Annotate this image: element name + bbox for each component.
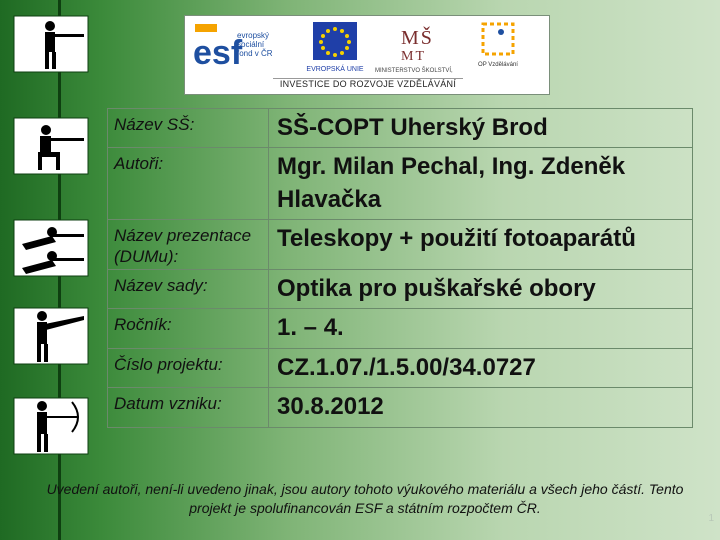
page-number: 1: [708, 513, 714, 524]
info-row: [108, 109, 693, 148]
info-label: Číslo projektu:: [108, 348, 269, 387]
info-row: [108, 388, 693, 427]
info-row: [108, 269, 693, 308]
info-value: Optika pro puškařské obory: [269, 269, 693, 308]
logos-svg: [185, 16, 549, 78]
esf-logo-text: esf: [193, 34, 243, 72]
footer-note: Uvedení autoři, není-li uvedeno jinak, jsou autory tohoto výukového materiálu a všech jeho částí. Tento projekt je spolufinancován ESF a státním rozpočtem ČR.: [46, 481, 684, 516]
info-value: SŠ-COPT Uherský Brod: [269, 109, 693, 148]
info-label: Datum vzniku:: [108, 388, 269, 427]
info-value: 30.8.2012: [269, 388, 693, 427]
shooter-kneeling-icon: [12, 116, 90, 176]
svg-text:MINISTERSTVO ŠKOLSTVÍ,: MINISTERSTVO ŠKOLSTVÍ,: [375, 68, 453, 74]
funding-logo-bar: [184, 15, 550, 95]
archer-icon: [12, 396, 90, 456]
logo-caption: INVESTICE DO ROZVOJE VZDĚLÁVÁNÍ: [273, 78, 463, 89]
esf-logo: [191, 24, 273, 72]
info-label: Ročník:: [108, 309, 269, 348]
svg-text:MT: MT: [401, 49, 426, 64]
info-label: Název SŠ:: [108, 109, 269, 148]
info-value: Mgr. Milan Pechal, Ing. Zdeněk Hlavačka: [269, 148, 693, 220]
info-value: Teleskopy + použití fotoaparátů: [269, 220, 693, 270]
svg-text:EVROPSKÁ UNIE: EVROPSKÁ UNIE: [306, 66, 364, 73]
op-vzdelavani-logo: [478, 24, 518, 68]
info-table: [107, 108, 693, 428]
shooters-prone-icon: [12, 218, 90, 278]
info-label: Název prezentace (DUMu):: [108, 220, 269, 270]
sidebar-decoration: [0, 0, 105, 540]
svg-text:MŠ: MŠ: [401, 27, 434, 49]
svg-text:sociální: sociální: [237, 40, 265, 49]
info-row: [108, 309, 693, 348]
msmt-logo: [375, 25, 453, 74]
shooter-standing-icon: [12, 14, 90, 74]
svg-text:evropský: evropský: [237, 31, 270, 40]
svg-text:fond v ČR: fond v ČR: [237, 49, 273, 58]
eu-flag-logo: [306, 22, 364, 73]
info-row: [108, 220, 693, 270]
info-value: CZ.1.07./1.5.00/34.0727: [269, 348, 693, 387]
info-label: Autoři:: [108, 148, 269, 220]
svg-text:OP Vzdělávání: OP Vzdělávání: [478, 62, 518, 68]
pistol-shooter-icon: [12, 306, 90, 366]
info-table-body: [108, 109, 693, 428]
info-label: Název sady:: [108, 269, 269, 308]
info-value: 1. – 4.: [269, 309, 693, 348]
info-row: [108, 348, 693, 387]
info-row: [108, 148, 693, 220]
